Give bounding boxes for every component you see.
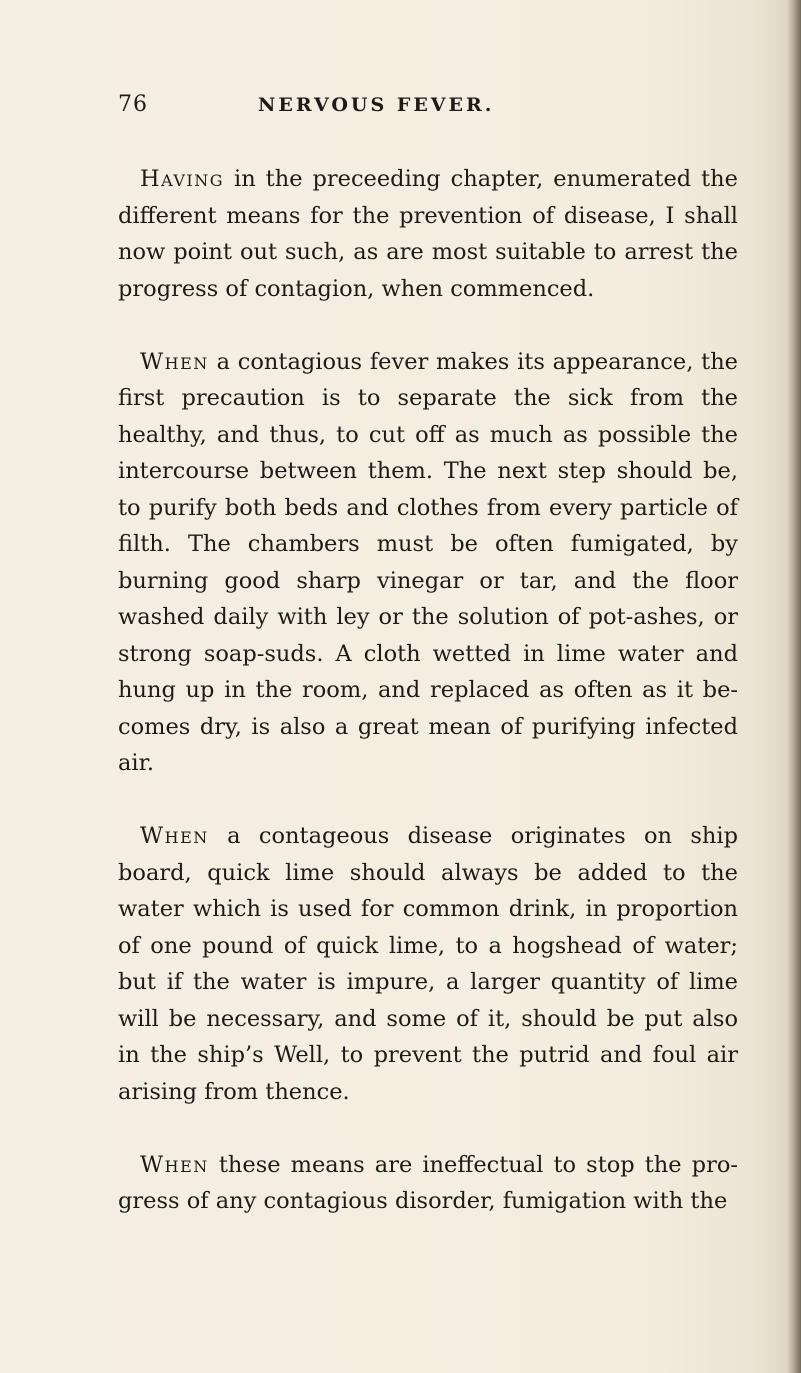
paragraph-4 — [118, 1147, 738, 1220]
paragraph-lead-word: When — [140, 1151, 209, 1178]
page-number: 76 — [118, 92, 148, 117]
paragraph-3 — [118, 818, 738, 1110]
paragraph-lead-word: Having — [140, 166, 225, 192]
paragraph-lead-word: When — [140, 348, 209, 375]
body-text — [118, 161, 738, 1220]
paragraph-text: a contageous disease originates on ship board, quick lime should always be added to the water which is used for common drink, in proportion of one pound of quick lime, to a hogshead of water; but if the water is impure, a larger quantity of lime will be necessary, and some of it, should be put also in the ship’s Well, to prevent the putrid and foul air arising from thence. — [118, 823, 739, 1105]
page-edge-shadow — [787, 0, 801, 1373]
paragraph-text: in the preceeding chapter, enumerated the different means for the prevention of disease, I shall now point out such, as are most suitable to arrest the progress of contagion, when commenced. — [118, 166, 738, 302]
paragraph-text: these means are ineffectual to stop the pro-gress of any contagious disorder, fumigation with the — [118, 1151, 738, 1214]
paragraph-2 — [118, 344, 738, 782]
page-header — [118, 92, 518, 122]
paragraph-text: a contagious fever makes its appearance, the first precaution is to separate the sick from the healthy, and thus, to cut off as much as possible the intercourse between them. The next step should be, to purify both beds and clothes from every particle of filth. The chambers must be often fumigated, by burning good sharp vinegar or tar, and the floor washed daily with ley or the solution of pot-ashes, or strong soap-suds. A cloth wetted in lime water and hung up in the room, and replaced as often as it be-comes dry, is also a great mean of purifying infected air. — [118, 348, 738, 776]
paragraph-lead-word: When — [140, 823, 209, 849]
running-title: NERVOUS FEVER. — [258, 94, 495, 116]
paragraph-1 — [118, 161, 738, 307]
